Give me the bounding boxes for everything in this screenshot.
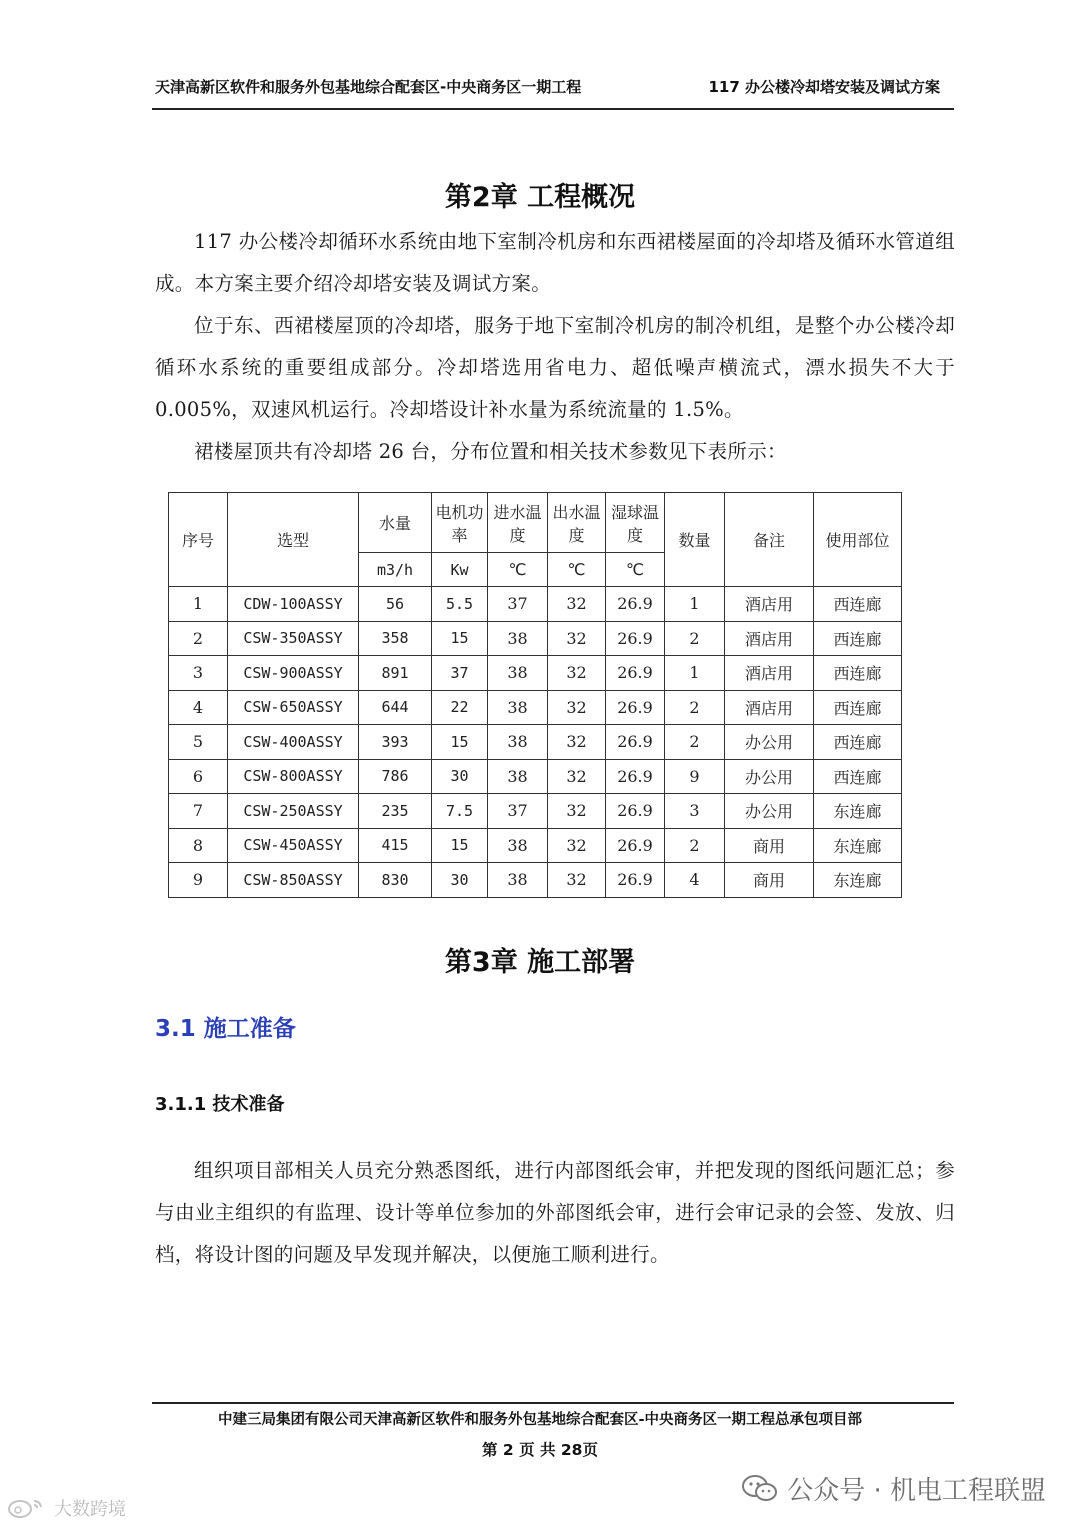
cell-model: CSW-250ASSY: [228, 794, 359, 829]
cell-qty: 9: [665, 759, 725, 794]
section-3-1-heading: 3.1 施工准备: [155, 1016, 296, 1042]
cell-inlet-temp: 37: [488, 794, 548, 829]
header-flow: 水量: [359, 493, 432, 553]
cell-inlet-temp: 38: [488, 621, 548, 656]
footer-company: 中建三局集团有限公司天津高新区软件和服务外包基地综合配套区-中央商务区一期工程总承包项目部: [217, 1412, 862, 1428]
cell-outlet-temp: 32: [548, 587, 606, 622]
cell-seq: 8: [169, 828, 228, 863]
cell-outlet-temp: 32: [548, 828, 606, 863]
cell-flow: 786: [359, 759, 432, 794]
header-power: 电机功率: [432, 493, 488, 553]
cell-model: CSW-350ASSY: [228, 621, 359, 656]
weibo-watermark-text: 大数跨境: [54, 1499, 126, 1520]
cell-location: 西连廊: [814, 656, 902, 691]
cell-wetbulb-temp: 26.9: [606, 725, 665, 760]
cell-model: CSW-850ASSY: [228, 863, 359, 898]
chapter-2-paragraph-1: 117 办公楼冷却循环水系统由地下室制冷机房和东西裙楼屋面的冷却塔及循环水管道组成。本方案主要介绍冷却塔安装及调试方案。: [155, 230, 955, 295]
cell-power: 30: [432, 759, 488, 794]
cell-inlet-temp: 38: [488, 759, 548, 794]
cell-qty: 1: [665, 587, 725, 622]
cell-outlet-temp: 32: [548, 621, 606, 656]
weibo-icon: [6, 1497, 50, 1519]
cell-wetbulb-temp: 26.9: [606, 690, 665, 725]
cell-qty: 2: [665, 828, 725, 863]
cell-seq: 4: [169, 690, 228, 725]
cell-qty: 3: [665, 794, 725, 829]
table-row: [169, 690, 902, 725]
header-note: 备注: [725, 493, 814, 587]
cell-wetbulb-temp: 26.9: [606, 621, 665, 656]
cell-note: 商用: [725, 828, 814, 863]
cell-power: 7.5: [432, 794, 488, 829]
cell-location: 西连廊: [814, 587, 902, 622]
cell-seq: 3: [169, 656, 228, 691]
cell-outlet-temp: 32: [548, 759, 606, 794]
unit-wetbulb: ℃: [606, 553, 665, 587]
cell-seq: 7: [169, 794, 228, 829]
cell-inlet-temp: 38: [488, 828, 548, 863]
header-wetbulb-temp: 湿球温度: [606, 493, 665, 553]
cell-note: 酒店用: [725, 656, 814, 691]
cell-outlet-temp: 32: [548, 725, 606, 760]
cell-flow: 644: [359, 690, 432, 725]
header-model: 选型: [228, 493, 359, 587]
table-row: [169, 656, 902, 691]
cell-location: 西连廊: [814, 759, 902, 794]
cell-inlet-temp: 38: [488, 656, 548, 691]
header-qty: 数量: [665, 493, 725, 587]
cell-note: 酒店用: [725, 690, 814, 725]
header-inlet-temp: 进水温度: [488, 493, 548, 553]
cell-seq: 5: [169, 725, 228, 760]
header-seq: 序号: [169, 493, 228, 587]
cell-qty: 2: [665, 725, 725, 760]
chapter-2-title: 第2章 工程概况: [444, 182, 636, 213]
cell-seq: 6: [169, 759, 228, 794]
cell-model: CSW-450ASSY: [228, 828, 359, 863]
unit-power: Kw: [432, 553, 488, 587]
chapter-3-paragraph: 组织项目部相关人员充分熟悉图纸，进行内部图纸会审，并把发现的图纸问题汇总；参与由业主组织的有监理、设计等单位参加的外部图纸会审，进行会审记录的会签、发放、归档，将设计图的问题及早发现并解决，以便施工顺利进行。: [155, 1159, 955, 1266]
table-row: [169, 828, 902, 863]
header-document-title: 117 办公楼冷却塔安装及调试方案: [708, 78, 940, 96]
cell-qty: 1: [665, 656, 725, 691]
cell-model: CSW-900ASSY: [228, 656, 359, 691]
chapter-3-title: 第3章 施工部署: [444, 947, 636, 978]
cell-power: 30: [432, 863, 488, 898]
cell-wetbulb-temp: 26.9: [606, 759, 665, 794]
cell-wetbulb-temp: 26.9: [606, 656, 665, 691]
cell-power: 22: [432, 690, 488, 725]
unit-outlet: ℃: [548, 553, 606, 587]
table-row: [169, 794, 902, 829]
weibo-watermark: [6, 1495, 126, 1521]
header-divider: [152, 108, 954, 110]
cell-flow: 235: [359, 794, 432, 829]
cell-note: 商用: [725, 863, 814, 898]
cell-note: 酒店用: [725, 587, 814, 622]
cell-outlet-temp: 32: [548, 863, 606, 898]
wechat-watermark-text: 公众号 · 机电工程联盟: [787, 1476, 1046, 1506]
wechat-watermark: [741, 1470, 1046, 1507]
cell-location: 西连廊: [814, 725, 902, 760]
table-row: [169, 759, 902, 794]
cell-note: 办公用: [725, 794, 814, 829]
cell-model: CSW-800ASSY: [228, 759, 359, 794]
cell-outlet-temp: 32: [548, 794, 606, 829]
cell-note: 酒店用: [725, 621, 814, 656]
cell-flow: 830: [359, 863, 432, 898]
wechat-icon: [741, 1474, 779, 1504]
cell-inlet-temp: 37: [488, 587, 548, 622]
cell-seq: 1: [169, 587, 228, 622]
chapter-2-paragraph-3: 裙楼屋顶共有冷却塔 26 台，分布位置和相关技术参数见下表所示：: [194, 440, 787, 463]
cell-seq: 9: [169, 863, 228, 898]
cell-location: 东连廊: [814, 828, 902, 863]
cell-power: 15: [432, 621, 488, 656]
cell-qty: 2: [665, 621, 725, 656]
table-row: [169, 725, 902, 760]
cell-seq: 2: [169, 621, 228, 656]
header-project-title: 天津高新区软件和服务外包基地综合配套区-中央商务区一期工程: [155, 78, 582, 96]
cell-outlet-temp: 32: [548, 690, 606, 725]
table-row: [169, 621, 902, 656]
cell-location: 西连廊: [814, 690, 902, 725]
cell-outlet-temp: 32: [548, 656, 606, 691]
cell-wetbulb-temp: 26.9: [606, 794, 665, 829]
cell-location: 西连廊: [814, 621, 902, 656]
cell-flow: 56: [359, 587, 432, 622]
cell-model: CSW-400ASSY: [228, 725, 359, 760]
cell-qty: 2: [665, 690, 725, 725]
cell-note: 办公用: [725, 725, 814, 760]
cell-note: 办公用: [725, 759, 814, 794]
unit-inlet: ℃: [488, 553, 548, 587]
table-row: [169, 863, 902, 898]
cell-power: 5.5: [432, 587, 488, 622]
cell-wetbulb-temp: 26.9: [606, 863, 665, 898]
footer-divider: [152, 1402, 954, 1404]
cell-wetbulb-temp: 26.9: [606, 587, 665, 622]
header-location: 使用部位: [814, 493, 902, 587]
cell-model: CSW-650ASSY: [228, 690, 359, 725]
cooling-tower-spec-table: [168, 492, 902, 898]
footer-page-number: 第 2 页 共 28页: [482, 1441, 598, 1459]
cell-inlet-temp: 38: [488, 863, 548, 898]
subsection-3-1-1-heading: 3.1.1 技术准备: [155, 1094, 285, 1115]
cell-inlet-temp: 38: [488, 690, 548, 725]
table-body: [169, 587, 902, 898]
cell-power: 15: [432, 725, 488, 760]
cell-flow: 358: [359, 621, 432, 656]
cell-flow: 393: [359, 725, 432, 760]
unit-flow: m3/h: [359, 553, 432, 587]
cell-location: 东连廊: [814, 863, 902, 898]
table-row: [169, 587, 902, 622]
cell-location: 东连廊: [814, 794, 902, 829]
cell-qty: 4: [665, 863, 725, 898]
cell-wetbulb-temp: 26.9: [606, 828, 665, 863]
cell-model: CDW-100ASSY: [228, 587, 359, 622]
cell-flow: 415: [359, 828, 432, 863]
header-outlet-temp: 出水温度: [548, 493, 606, 553]
chapter-2-paragraph-2: 位于东、西裙楼屋顶的冷却塔，服务于地下室制冷机房的制冷机组，是整个办公楼冷却循环水系统的重要组成部分。冷却塔选用省电力、超低噪声横流式，漂水损失不大于 0.005%，双速风机运行。冷却塔设计补水量为系统流量的 1.5%。: [155, 314, 955, 421]
cell-power: 37: [432, 656, 488, 691]
cell-power: 15: [432, 828, 488, 863]
cell-flow: 891: [359, 656, 432, 691]
cell-inlet-temp: 38: [488, 725, 548, 760]
